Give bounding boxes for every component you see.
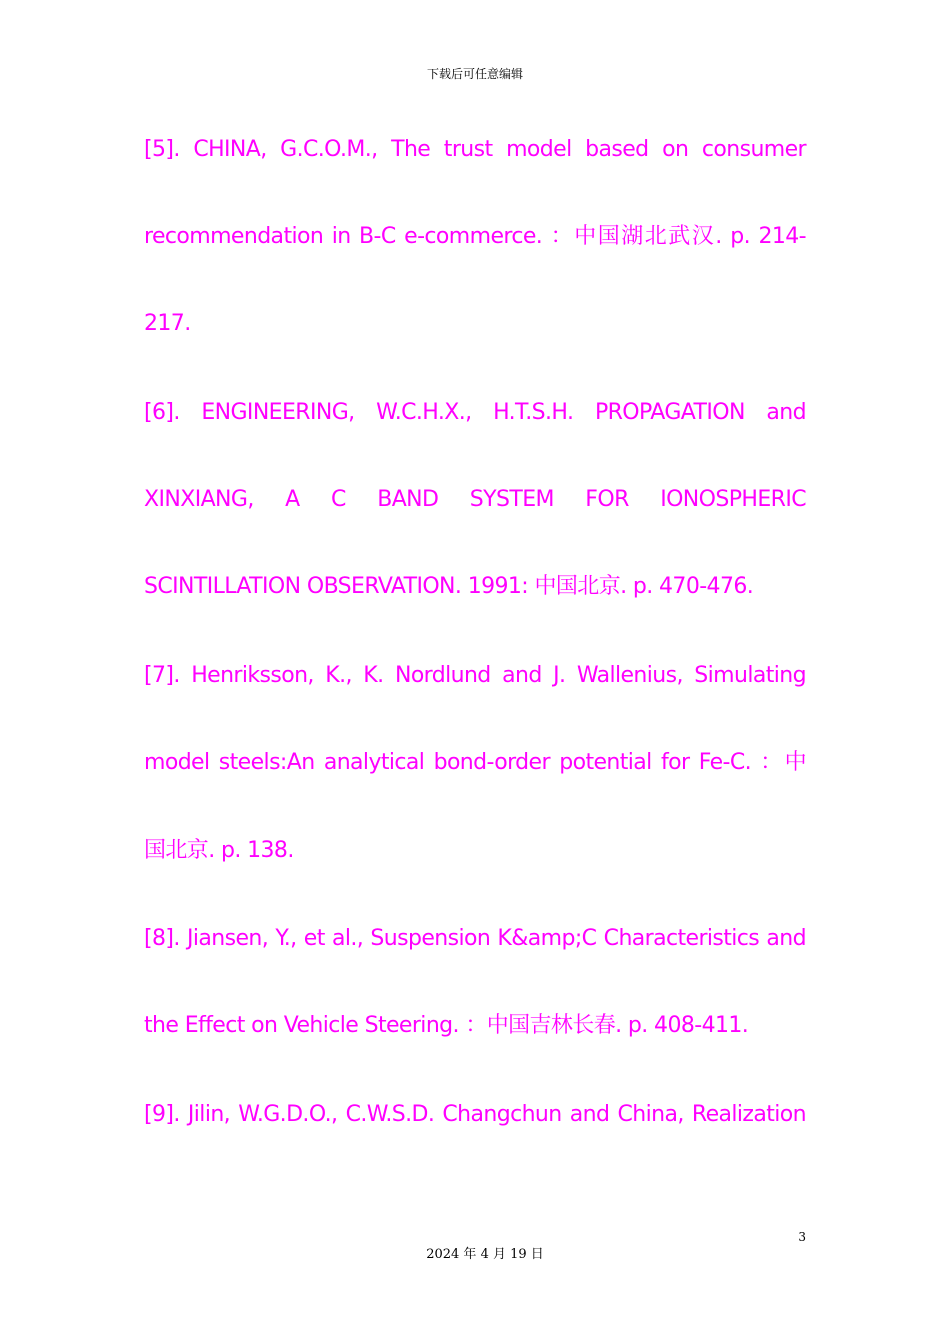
reference-5-line-1: [5]. CHINA, G.C.O.M., The trust model based on consumer xyxy=(144,137,806,162)
reference-5-line-3: 217. xyxy=(144,311,191,336)
reference-5-line-2: recommendation in B-C e-commerce. ：中国湖北武汉. p. 214- xyxy=(144,224,806,249)
reference-7-line-1: [7]. Henriksson, K., K. Nordlund and J. Wallenius, Simulating xyxy=(144,663,806,688)
page-date: 2024 年 4 月 19 日 xyxy=(426,1247,544,1262)
reference-9-line-1: [9]. Jilin, W.G.D.O., C.W.S.D. Changchun and China, Realization xyxy=(144,1102,806,1127)
reference-8-line-1: [8]. Jiansen, Y., et al., Suspension K&amp;C Characteristics and xyxy=(144,926,806,951)
page-header: 下载后可任意编辑 xyxy=(426,67,523,81)
reference-6-line-1: [6]. ENGINEERING, W.C.H.X., H.T.S.H. PROPAGATION and xyxy=(144,400,806,425)
page-number: 3 xyxy=(798,1230,806,1244)
reference-7-line-3: 国北京. p. 138. xyxy=(144,838,294,863)
reference-6-line-3: SCINTILLATION OBSERVATION. 1991: 中国北京. p. 470-476. xyxy=(144,574,754,599)
reference-7-line-2: model steels:An analytical bond-order potential for Fe-C. ：中 xyxy=(144,750,806,775)
reference-6-line-2: XINXIANG, A C BAND SYSTEM FOR IONOSPHERIC xyxy=(144,487,806,512)
reference-8-line-2: the Effect on Vehicle Steering. ：中国吉林长春. p. 408-411. xyxy=(144,1013,749,1038)
